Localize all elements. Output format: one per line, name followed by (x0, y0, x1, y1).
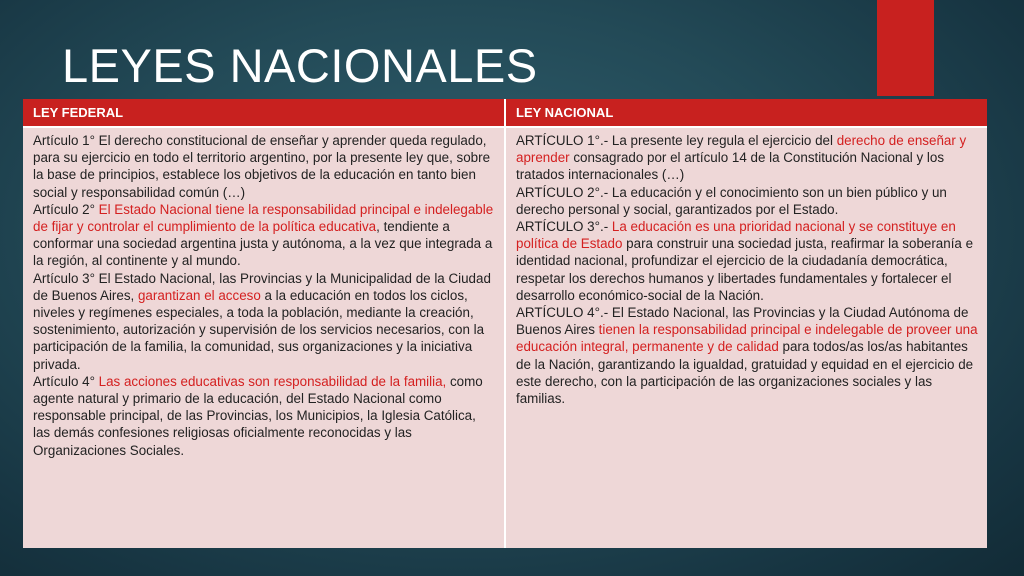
laws-comparison-table (23, 99, 987, 548)
table-header-row (23, 99, 987, 127)
national-article-3 (516, 218, 978, 304)
text-segment: Artículo 2° (33, 201, 99, 217)
slide-title: LEYES NACIONALES (62, 39, 538, 92)
text-segment: ARTÍCULO 2°.- La educación y el conocimiento son un bien público y un derecho personal y social, garantizados por el Estado. (516, 184, 947, 217)
federal-article-2 (33, 201, 495, 270)
text-segment: Artículo 1° El derecho constitucional de enseñar y aprender queda regulado, para su ejercicio en todo el territorio argentino, por la presente ley que, sobre la base de principios, establece los objetivos de la educación en tanto bien social y responsabilidad común (…) (33, 133, 491, 200)
text-segment: Artículo 4° (33, 373, 99, 389)
text-segment: para construir una sociedad justa, reafirmar la soberanía e identidad nacional, profundizar el ejercicio de la ciudadanía democrática, respetar los derechos humanos y libertades fundamentales y fortalecer el desarrollo económico-social de la Nación. (516, 236, 974, 303)
national-article-1 (516, 132, 978, 184)
accent-bar (877, 0, 934, 96)
national-article-2 (516, 184, 978, 218)
federal-article-4 (33, 373, 495, 459)
header-ley-nacional: LEY NACIONAL (505, 99, 987, 127)
highlighted-text: derecho de enseñar y aprender (516, 133, 967, 166)
highlighted-text: garantizan el acceso (137, 287, 261, 303)
text-segment: como agente natural y primario de la educación, del Estado Nacional como responsable principal, de las Provincias, los Municipios, la Iglesia Católica, las demás confesiones religiosas oficialmente reconocidas y las Organizaciones Sociales. (33, 373, 483, 458)
text-segment: , tendiente a conformar una sociedad argentina justa y autónoma, a la vez que integrada a la región, al continente y al mundo. (33, 219, 493, 269)
text-segment: ARTÍCULO 4°.- El Estado Nacional, las Provincias y la Ciudad Autónoma de Buenos Aires (516, 305, 969, 338)
national-law-cell (505, 127, 987, 548)
highlighted-text: Las acciones educativas son responsabilidad de la familia, (98, 373, 447, 389)
text-segment: consagrado por el artículo 14 de la Constitución Nacional y los tratados internacionales (…) (516, 150, 945, 183)
federal-article-3 (33, 270, 495, 373)
text-segment: Artículo 3° El Estado Nacional, las Provincias y la Municipalidad de la Ciudad de Buenos Aires, (33, 270, 491, 303)
highlighted-text: La educación es una prioridad nacional y se constituye en política de Estado (516, 219, 956, 252)
text-segment: a la educación en todos los ciclos, niveles y regímenes especiales, a toda la población, mediante la creación, sostenimiento, autorización y supervisión de los servicios necesarios, con la participación de la familia, la comunidad, sus organizaciones y la iniciativa privada. (33, 287, 485, 372)
federal-law-cell (23, 127, 505, 548)
text-segment: ARTÍCULO 1°.- La presente ley regula el ejercicio del (516, 133, 837, 148)
text-segment: para todos/as los/as habitantes de la Nación, garantizando la igualdad, gratuidad y equidad en el ejercicio de este derecho, con la participación de las organizaciones sociales y las familias. (516, 339, 974, 407)
text-segment: ARTÍCULO 3°.- (516, 219, 612, 235)
header-ley-federal: LEY FEDERAL (23, 99, 505, 127)
highlighted-text: tienen la responsabilidad principal e indelegable de proveer una educación integral, permanente y de calidad (516, 322, 978, 355)
table-body-row (23, 127, 987, 548)
national-article-4 (516, 304, 978, 407)
highlighted-text: El Estado Nacional tiene la responsabilidad principal e indelegable de fijar y controlar el cumplimiento de la política educativa (33, 201, 494, 235)
federal-article-1 (33, 132, 495, 201)
